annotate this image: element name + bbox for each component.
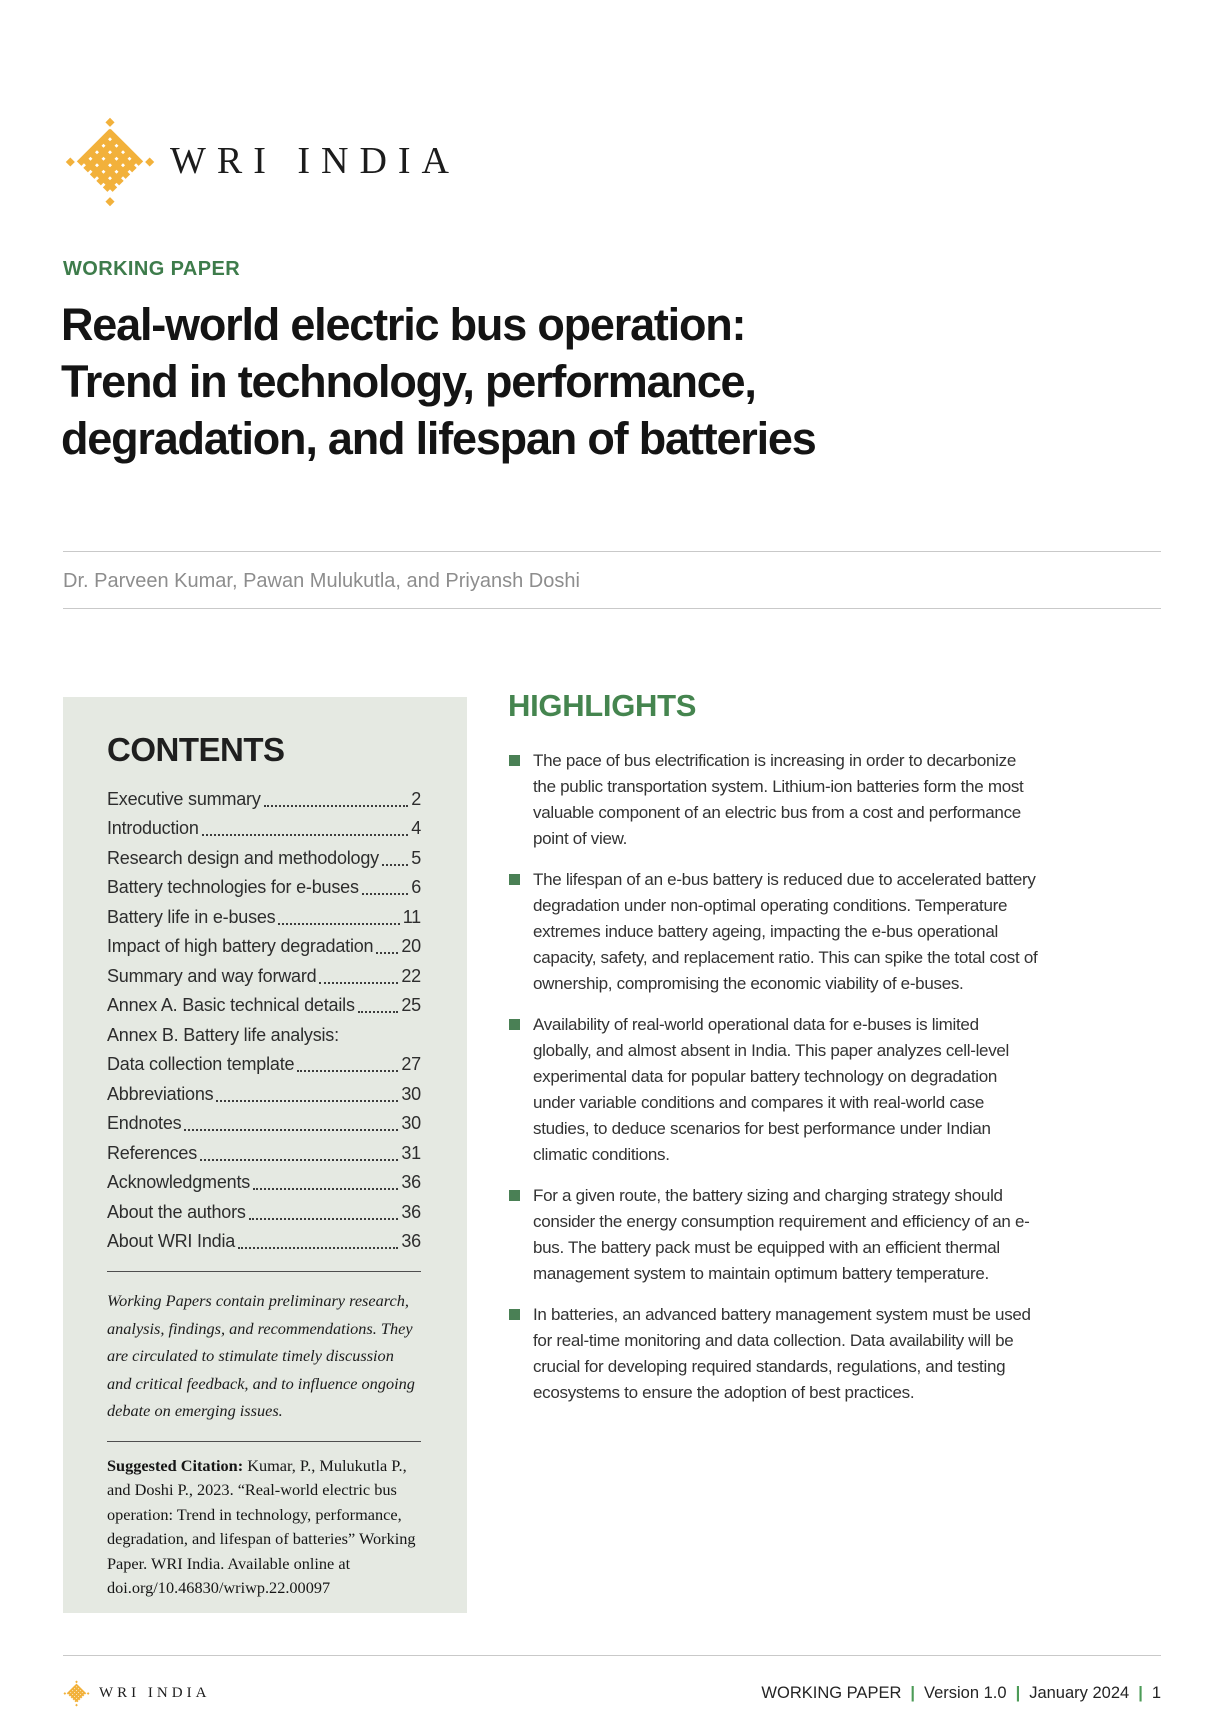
toc-item-page: 22: [401, 965, 421, 986]
contents-box: [63, 697, 467, 1613]
toc-item[interactable]: [107, 1196, 421, 1226]
toc-item-label: Abbreviations: [107, 1083, 214, 1104]
title-line-1: Real-world electric bus operation:: [61, 299, 746, 350]
authors-line: Dr. Parveen Kumar, Pawan Mulukutla, and Priyansh Doshi: [63, 570, 580, 592]
toc-leader-dots: [238, 1247, 398, 1249]
footer-brand-text: WRI INDIA: [99, 1684, 211, 1701]
toc-item[interactable]: [107, 1108, 421, 1138]
wri-logo-icon: [64, 116, 156, 208]
toc-item[interactable]: [107, 960, 421, 990]
bullet-square-icon: [509, 755, 520, 766]
toc-item-page: 4: [411, 818, 421, 838]
highlight-bullet-text: The pace of bus electrification is increasing in order to decarbonize the public transportation system. Lithium-ion batteries form the most valuable component of an electric bus from a cost and performance point of view.: [533, 751, 1024, 848]
working-papers-note: Working Papers contain preliminary research, analysis, findings, and recommendations. They are circulated to stimulate timely discussion and critical feedback, and to influence ongoing debate on emerging issues.: [107, 1291, 415, 1420]
toc-item-page: 30: [401, 1113, 421, 1133]
toc-list: [107, 783, 421, 1255]
toc-item-page: 20: [401, 936, 421, 956]
bullet-square-icon: [509, 1190, 520, 1201]
citation-label: Suggested Citation:: [107, 1455, 244, 1475]
highlight-bullet-text: In batteries, an advanced battery management system must be used for real-time monitoring and data collection. Data availability will be crucial for developing required standards, regulations, and testing ecosystems to ensure the adoption of best practices.: [533, 1305, 1031, 1402]
toc-item-page: 5: [411, 847, 421, 868]
toc-item-label: Annex B. Battery life analysis:: [107, 1024, 339, 1045]
wri-logo-icon: [63, 1680, 90, 1707]
toc-leader-dots: [319, 982, 398, 984]
highlights-list: [508, 748, 1038, 1406]
toc-leader-dots: [362, 893, 408, 895]
divider: [63, 1655, 1161, 1656]
highlight-bullet-item: [508, 867, 1038, 997]
toc-item[interactable]: [107, 1226, 421, 1256]
toc-item-page: 2: [411, 788, 421, 809]
toc-item-label: Introduction: [107, 818, 199, 838]
toc-leader-dots: [278, 923, 399, 925]
separator: |: [1015, 1683, 1021, 1702]
highlight-bullet-text: For a given route, the battery sizing and charging strategy should consider the energy consumption requirement and efficiency of an e-bus. The battery pack must be equipped with an efficient thermal management system to maintain optimum battery temperature.: [533, 1186, 1030, 1283]
bullet-square-icon: [509, 1309, 520, 1320]
toc-item[interactable]: [107, 842, 421, 872]
toc-item[interactable]: [107, 1137, 421, 1167]
bullet-square-icon: [509, 874, 520, 885]
footer-meta-item: WORKING PAPER: [761, 1683, 902, 1702]
title-line-3: degradation, and lifespan of batteries: [61, 413, 816, 464]
footer-brand: [63, 1680, 210, 1707]
toc-item-label: Acknowledgments: [107, 1172, 251, 1192]
brand-wordmark: WRI INDIA: [170, 140, 461, 182]
toc-item-page: 30: [401, 1083, 421, 1104]
toc-item[interactable]: [107, 1078, 421, 1108]
toc-item[interactable]: [107, 783, 421, 813]
page-footer: [63, 1672, 1161, 1714]
toc-item-page: 27: [401, 1054, 421, 1074]
toc-item-label: Battery life in e-buses: [107, 906, 276, 927]
toc-leader-dots: [297, 1070, 398, 1072]
toc-leader-dots: [253, 1188, 398, 1190]
toc-item-page: 36: [401, 1201, 421, 1222]
toc-item-page: 31: [401, 1142, 421, 1163]
toc-item[interactable]: [107, 1049, 421, 1079]
separator: |: [1138, 1683, 1143, 1702]
footer-meta: [761, 1684, 1161, 1703]
title-line-2: Trend in technology, performance,: [61, 356, 756, 407]
highlight-bullet-item: [508, 1183, 1038, 1287]
toc-leader-dots: [202, 834, 409, 836]
separator: |: [910, 1683, 915, 1702]
toc-item-label: Executive summary: [107, 788, 261, 809]
page-number: 1: [1151, 1683, 1161, 1702]
toc-leader-dots: [216, 1100, 398, 1102]
toc-leader-dots: [264, 805, 409, 807]
toc-item-label: Impact of high battery degradation: [107, 936, 374, 956]
toc-leader-dots: [200, 1159, 398, 1161]
toc-item-page: 11: [402, 906, 421, 927]
toc-leader-dots: [358, 1011, 399, 1013]
highlight-bullet-item: [508, 1302, 1038, 1406]
toc-item[interactable]: [107, 990, 421, 1020]
footer-meta-item: Version 1.0: [924, 1683, 1007, 1702]
toc-item-page: 25: [401, 995, 421, 1015]
toc-item-label: About WRI India: [107, 1231, 236, 1251]
toc-item-label: Annex A. Basic technical details: [107, 995, 355, 1015]
toc-item-label: Endnotes: [107, 1113, 182, 1133]
toc-item-label: About the authors: [107, 1201, 246, 1222]
highlight-bullet-text: Availability of real-world operational data for e-buses is limited globally, and almost absent in India. This paper analyzes cell-level experimental data for popular battery technology on degradation under variable conditions and compares it with real-world case studies, to deduce scenarios for best performance under Indian climatic conditions.: [533, 1015, 1010, 1164]
divider: [63, 608, 1161, 609]
toc-item[interactable]: [107, 872, 421, 902]
highlight-bullet-item: [508, 1012, 1038, 1168]
working-paper-label: WORKING PAPER: [63, 258, 241, 280]
divider: [107, 1441, 421, 1442]
suggested-citation: [107, 1454, 421, 1601]
toc-item-label: Summary and way forward: [107, 965, 317, 986]
toc-leader-dots: [184, 1129, 398, 1131]
toc-item[interactable]: [107, 931, 421, 961]
toc-item[interactable]: [107, 1167, 421, 1197]
highlight-bullet-item: [508, 748, 1038, 852]
highlights-section: [508, 688, 1038, 1421]
divider: [63, 551, 1161, 552]
toc-leader-dots: [382, 864, 408, 866]
bullet-square-icon: [509, 1019, 520, 1030]
toc-item-page: 36: [401, 1172, 421, 1192]
toc-item-page: 6: [411, 877, 421, 897]
highlights-heading: HIGHLIGHTS: [508, 688, 697, 723]
toc-leader-dots: [376, 952, 398, 954]
toc-item-label: Research design and methodology: [107, 847, 379, 868]
toc-item-page: 36: [401, 1231, 421, 1251]
toc-item-label: References: [107, 1142, 198, 1163]
toc-item[interactable]: [107, 901, 421, 931]
citation-text: Kumar, P., Mulukutla P., and Doshi P., 2023. “Real-world electric bus operation: Trend in technology, performance, degradation, and lifespan of batteries” Working Paper. WRI India. Available online at doi.org/10.46830/wriwp.22.00097: [107, 1455, 416, 1597]
contents-heading: CONTENTS: [107, 731, 285, 768]
toc-item[interactable]: [107, 813, 421, 843]
divider: [107, 1271, 421, 1272]
highlight-bullet-text: The lifespan of an e-bus battery is reduced due to accelerated battery degradation under non-optimal operating conditions. Temperature extremes induce battery ageing, impacting the e-bus operational capacity, safety, and replacement ratio. This can spike the total cost of ownership, compromising the economic viability of e-buses.: [533, 870, 1038, 993]
paper-title: [61, 296, 1061, 467]
toc-item-label: Data collection template: [107, 1054, 295, 1074]
toc-item[interactable]: [107, 1019, 421, 1049]
toc-leader-dots: [249, 1218, 399, 1220]
footer-meta-item: January 2024: [1029, 1683, 1130, 1702]
toc-item-label: Battery technologies for e-buses: [107, 877, 359, 897]
